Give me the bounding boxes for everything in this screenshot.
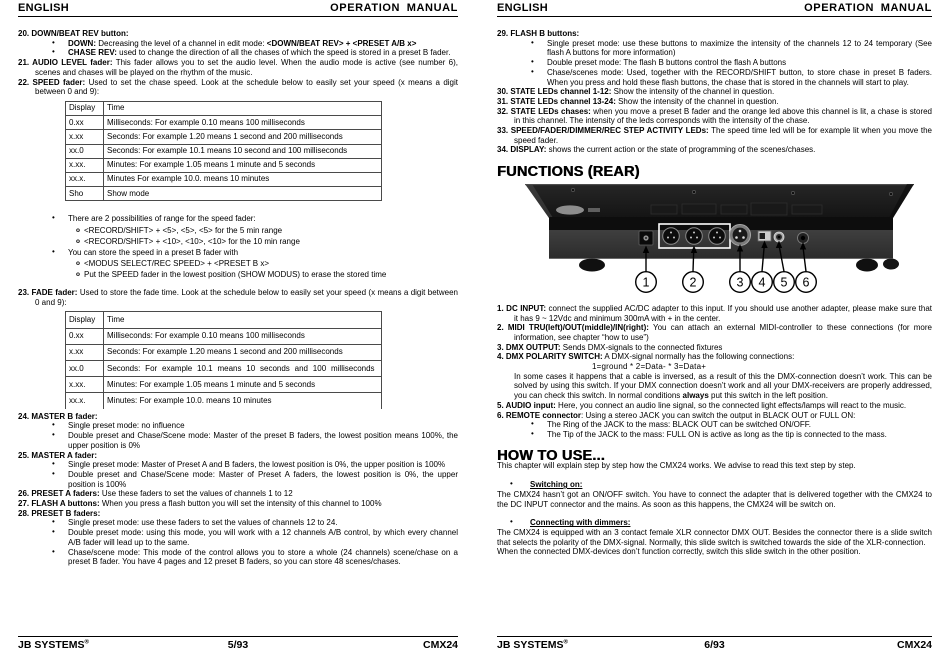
footer-page-number: 6/93 <box>704 639 725 651</box>
note-sub-bullet: o <RECORD/SHIFT> + <5>, <5>, <5> for the 5 min range <box>18 226 458 236</box>
item-31: 31. STATE LEDs channel 13-24: Show the intensity of the channel in question. <box>497 96 779 106</box>
table-row: x.xx. Minutes: For example 1.05 means 1 minute and 5 seconds <box>66 158 382 172</box>
item-25-bullet-2: • Double preset and Chase/Scene mode: Master of Preset A faders, the lowest position is 0%, the upper position is 100% <box>18 470 458 489</box>
item-30: 30. STATE LEDs channel 1-12: Show the intensity of the channel in question. <box>497 87 775 97</box>
item-20-bullet-2: • CHASE REV: used to change the direction of all the chases of which the speed is stored in a preset B fader. <box>18 48 458 58</box>
item-20-bullet-1: • DOWN: Decreasing the level of a channel in edit mode: <DOWN/BEAT REV> + <PRESET A/B x> <box>18 39 458 49</box>
rear-item-5: 5. AUDIO input: Here, you connect an audio line signal, so the connected light effects/lamps will react to the music. <box>497 400 907 410</box>
xlr-connector <box>730 224 751 245</box>
rear-item-6-bullet-1: • The Ring of the JACK to the mass: BLACK OUT can be switched ON/OFF. <box>497 420 932 430</box>
page-footer <box>18 636 458 651</box>
note-sub-bullet: o <RECORD/SHIFT> + <10>, <10>, <10> for the 10 min range <box>18 237 458 247</box>
footer-page-number: 5/93 <box>227 639 249 651</box>
midi-connectors <box>659 224 730 248</box>
header-title: OPERATION MANUAL <box>330 2 458 14</box>
item-29-bullet-3: • Chase/scenes mode: Used, together with the RECORD/SHIFT button, to store chase in preset B faders. When you press and hold these flash buttons, the chase that is stored in the channels will start to play. <box>497 68 932 87</box>
rear-item-2: 2. MIDI TRU(left)/OUT(middle)/IN(right): You can attach an external MIDI-controller to these connections (for more information, see chapter “how to use”) <box>497 323 932 342</box>
remote-jack <box>798 232 809 243</box>
brand-logo-oval <box>556 205 584 214</box>
how-to-use-intro: This chapter will explain step by step how the CMX24 works. We advise to read this text step by step. <box>497 461 856 471</box>
switching-on-title: • Switching on: <box>497 480 932 490</box>
item-22: 22. SPEED fader: Used to set the chase speed. Look at the schedule below to easily set your speed (x means a digit between 0 and 9): <box>18 77 458 97</box>
item-25: 25. MASTER A fader: <box>18 450 97 460</box>
connecting-dimmers-body-2: When the connected DMX-devices don’t function correctly, switch this slide switch in the other position. <box>497 547 861 557</box>
item-28-bullet-3: • Chase/scene mode: This mode of the control allows you to store a whole (24 channels) scene/chase on a preset B fader. You have 4 pages and 12 preset B faders, so you can store 48 scenes/chases. <box>18 548 458 567</box>
svg-text:4: 4 <box>758 275 766 290</box>
fade-table <box>65 311 382 408</box>
rubber-foot <box>856 258 878 271</box>
table-row <box>66 101 382 115</box>
note-sub-bullet: o Put the SPEED fader in the lowest position (SHOW MODUS) to erase the stored time <box>18 270 458 280</box>
item-27: 27. FLASH A buttons: When you press a flash button you will set the intensity of this channel to 100% <box>18 499 382 509</box>
rear-panel-figure <box>501 181 932 301</box>
item-24-bullet-1: • Single preset mode: no influence <box>18 421 458 431</box>
page-footer <box>497 636 932 651</box>
functions-rear-heading: FUNCTIONS (REAR) <box>497 164 640 181</box>
dmx-pinout-line: 1=ground * 2=Data- * 3=Data+ <box>592 362 707 372</box>
table-header-display: Display <box>66 101 104 115</box>
table-row: xx.x. Minutes: For example 10.0. means 10 minutes <box>66 393 382 409</box>
table-row: 0.xx Milliseconds: For example 0.10 means 100 milliseconds <box>66 328 382 344</box>
manual-page-6 <box>475 0 950 654</box>
header-title: OPERATION MANUAL <box>804 2 932 14</box>
table-row: x.xx Seconds: For example 1.20 means 1 second and 200 milliseconds <box>66 344 382 360</box>
connecting-dimmers-body: The CMX24 is equipped with an 3 contact female XLR connector DMX OUT. Besides the connector there is a slide switch that selects the polarity of the DMX-signal. Normally, this slide switch is switched towards the side of the XLR-connection. <box>497 527 932 547</box>
svg-text:3: 3 <box>736 275 744 290</box>
callout-numbers <box>636 272 817 293</box>
table-row <box>66 312 382 328</box>
table-row: xx.0 Seconds: For example 10.1 means 10 second and 100 milliseconds <box>66 144 382 158</box>
table-row: x.xx Seconds: For example 1.20 means 1 second and 200 milliseconds <box>66 130 382 144</box>
rear-panel-photo <box>501 181 931 301</box>
screw-icon <box>889 192 892 195</box>
item-24-bullet-2: • Double preset and Chase/Scene mode: Master of the preset B faders, the lowest position means 100%, the upper position is 0% <box>18 431 458 450</box>
page-header <box>497 0 932 17</box>
item-20: 20. DOWN/BEAT REV button: <box>18 29 129 38</box>
item-28-bullet-2: • Double preset mode: using this mode, you will work with a 12 channels A/B control, by which every channel A/B fader will lead up to the same. <box>18 528 458 547</box>
item-29-bullet-2: • Double preset mode: The flash B buttons control the flash A buttons <box>497 58 932 68</box>
item-34: 34. DISPLAY: shows the current action or the state of programming of the scenes/chases. <box>497 145 816 155</box>
note-sub-bullet: o <MODUS SELECT/REC SPEED> + <PRESET B x> <box>18 259 458 269</box>
table-row: xx.x. Minutes For example 10.0. means 10 minutes <box>66 172 382 186</box>
screw-icon <box>692 190 695 193</box>
midi-in-connector <box>709 228 726 245</box>
header-language: ENGLISH <box>497 2 548 14</box>
rear-item-1: 1. DC INPUT: connect the supplied AC/DC adapter to this input. If you should use another adapter, please make sure that it has 9 ~ 12Vdc and minimum 300mA with + in the center. <box>497 303 932 323</box>
table-row: 0.xx Milliseconds: For example 0.10 means 100 milliseconds <box>66 116 382 130</box>
svg-text:5: 5 <box>780 275 788 290</box>
midi-thru-connector <box>663 228 680 245</box>
item-23: 23. FADE fader: Used to store the fade time. Look at the schedule below to easily set your speed (x means a digit between 0 and 9): <box>18 288 458 307</box>
table-row: x.xx. Minutes: For example 1.05 means 1 minute and 5 seconds <box>66 377 382 393</box>
note-bullet: • There are 2 possibilities of range for the speed fader: <box>18 214 458 224</box>
item-28: 28. PRESET B faders: <box>18 508 101 518</box>
speed-fader-notes <box>18 214 458 280</box>
rear-item-4-continuation: In some cases it happens that a cable is inversed, as a result of this the DMX-connection doesn’t work. This can be solved by using this switch. If your DMX connection doesn’t work and all your DMX-receivers are properly addressed, you can check this switch. In normal conditions always put this switch in the left position. <box>514 371 932 401</box>
how-to-use-heading: HOW TO USE... <box>497 447 605 464</box>
rear-item-3: 3. DMX OUTPUT: Sends DMX-signals to the connected fixtures <box>497 342 723 352</box>
item-24: 24. MASTER B fader: <box>18 411 98 421</box>
switching-on-body: The CMX24 hasn’t got an ON/OFF switch. You have to connect the adapter that is delivered together with the CMX24 to the DC INPUT connector and the mains. As soon as this happens, the CMX24 will be switch on. <box>497 489 932 509</box>
connecting-dimmers-title: • Connecting with dimmers: <box>497 518 932 528</box>
item-26: 26. PRESET A faders: Use these faders to set the values of channels 1 to 12 <box>18 489 293 499</box>
note-bullet: • You can store the speed in a preset B fader with <box>18 248 458 258</box>
table-header-display: Display <box>66 312 104 328</box>
rear-flange <box>525 184 914 218</box>
header-language: ENGLISH <box>18 2 69 14</box>
item-32: 32. STATE LEDs chases: when you move a preset B fader and the orange led above this channel is lit, a chase is stored in this channel. The intensity of the leds corresponds with the intensity of the chase. <box>497 106 933 126</box>
registered-mark: ® <box>563 639 568 646</box>
item-29: 29. FLASH B buttons: <box>497 29 580 38</box>
polarity-switch <box>758 231 771 241</box>
midi-out-connector <box>686 228 703 245</box>
svg-text:1: 1 <box>642 275 650 290</box>
table-header-time: Time <box>104 101 382 115</box>
rear-item-4: 4. DMX POLARITY SWITCH: A DMX-signal normally has the following connections: <box>497 352 795 362</box>
svg-text:6: 6 <box>802 275 810 290</box>
rubber-foot <box>579 258 605 271</box>
svg-text:2: 2 <box>689 275 697 290</box>
item-25-bullet-1: • Single preset mode: Master of Preset A and B faders, the lowest position is 0%, the upper position is 100% <box>18 460 458 470</box>
page-body <box>18 29 458 567</box>
item-28-bullet-1: • Single preset mode: use these faders to set the values of channels 12 to 24. <box>18 518 458 528</box>
footer-brand: JB SYSTEMS® <box>497 639 568 651</box>
page-header <box>18 0 458 17</box>
footer-model: CMX24 <box>896 639 932 651</box>
footer-model: CMX24 <box>422 639 458 651</box>
dc-input-connector <box>639 231 653 245</box>
page-body <box>497 29 932 557</box>
rear-item-6: 6. REMOTE connector: Using a stereo JACK you can switch the output in BLACK OUT or FULL ON: <box>497 410 856 420</box>
speed-table <box>65 101 382 201</box>
item-33: 33. SPEED/FADER/DIMMER/REC STEP ACTIVITY LEDs: The speed time led will be for example lit when you move the speed fader. <box>497 126 932 145</box>
footer-brand: JB SYSTEMS® <box>18 639 89 651</box>
screw-icon <box>791 191 794 194</box>
registered-mark: ® <box>84 639 89 646</box>
item-29-bullet-1: • Single preset mode: use these buttons to maximize the intensity of the channels 12 to 24 temporary (See flash A buttons for more information) <box>497 39 932 58</box>
rear-item-6-bullet-2: • The Tip of the JACK to the mass: FULL ON is active as long as the tip is connected to the mass. <box>497 430 932 440</box>
table-header-time: Time <box>104 312 382 328</box>
rubber-foot <box>883 258 899 269</box>
table-row: xx.0 Seconds: For example 10.1 means 10 seconds and 100 milliseconds <box>66 361 382 377</box>
table-row: Sho Show mode <box>66 187 382 201</box>
item-21: 21. AUDIO LEVEL fader: This fader allows you to set the audio level. When the audio mode is active (see number 6), scenes and chases will be played on the rhythm of the music. <box>18 58 459 77</box>
screw-icon <box>571 188 574 191</box>
